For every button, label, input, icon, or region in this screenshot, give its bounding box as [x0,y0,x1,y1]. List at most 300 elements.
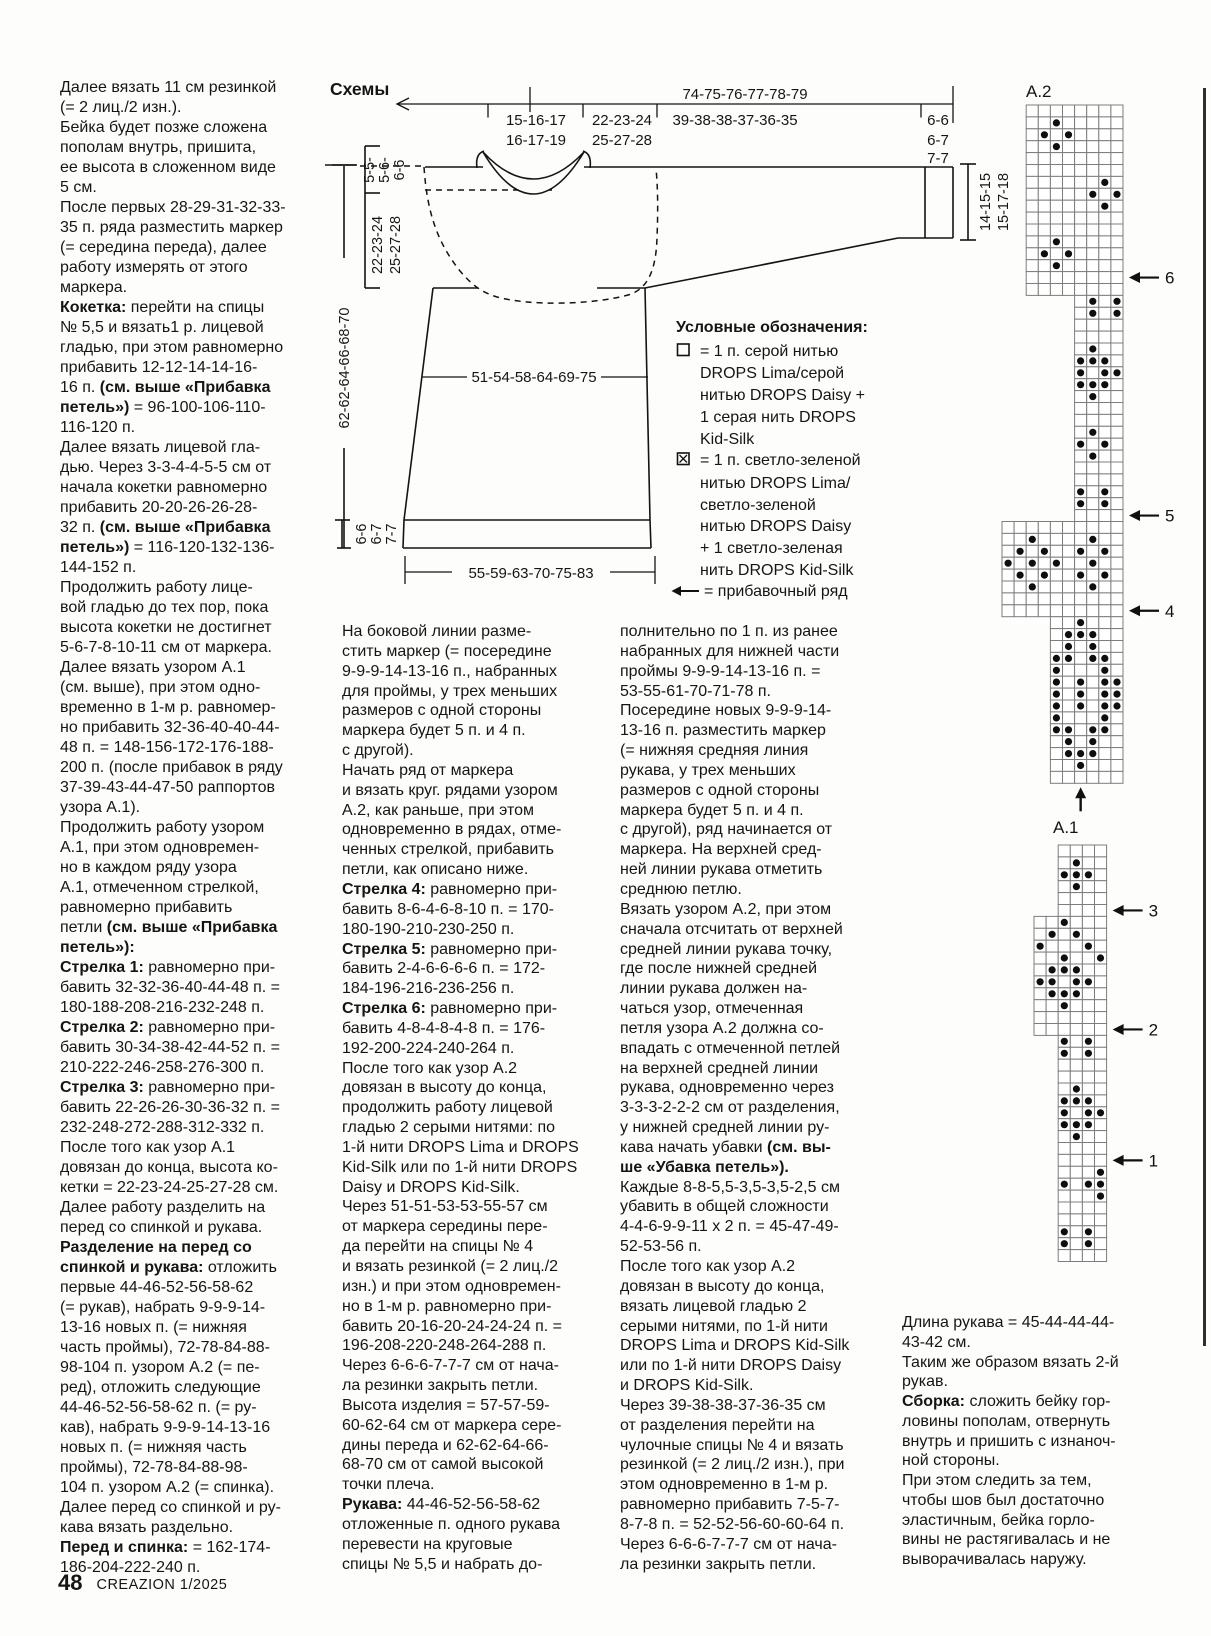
chart-cell [1038,593,1050,605]
chart-cell [1111,343,1123,355]
chart-cell [1075,414,1087,426]
chart-a2 [1000,102,1180,818]
chart-cell [1111,272,1123,284]
text-line: Стрелка 1: равномерно при- [60,959,276,976]
chart-cell [1038,141,1050,153]
chart-cell [1026,188,1038,200]
chart-dot [1089,345,1096,352]
chart-dot [1029,583,1036,590]
chart-cell [1002,581,1014,593]
chart-cell [1070,1024,1082,1036]
chart-cell [1095,964,1107,976]
legend-item-line [676,363,906,385]
chart-cell [1099,426,1111,438]
text-line: кава вязать раздельно. [60,1519,234,1536]
chart-cell [1070,845,1082,857]
chart-cell [1111,236,1123,248]
text-line: петель»): [60,939,135,956]
text-line: А.1, при этом одновремен- [60,839,260,856]
text-line: впадать с отмеченной петлей [620,1039,841,1057]
chart-dot [1077,750,1084,757]
chart-cell [1111,355,1123,367]
text-line: Таким же образом вязать 2-й [902,1353,1119,1371]
chart-dot [1017,548,1024,555]
chart-cell [1087,664,1099,676]
text-line: 9-9-9-14-13-16 п., набранных [342,662,558,680]
chart-dot [1073,883,1080,890]
chart-cell [1099,153,1111,165]
chart-cell [1087,331,1099,343]
chart-dot [1049,990,1056,997]
neckband-h-3: 6-6 [392,159,408,181]
chart-cell [1099,105,1111,117]
chart-cell [1050,629,1062,641]
chart-dot [1037,978,1044,985]
text-line: и DROPS Kid-Silk. [620,1377,754,1395]
text-line: (см. выше), при этом одно- [60,679,261,696]
chart-cell [1075,450,1087,462]
chart-dot [1073,1121,1080,1128]
chart-cell [1087,403,1099,415]
text-line: у нижней средней линии ру- [620,1119,830,1137]
chart-cell [1111,641,1123,653]
chart-cell [1087,224,1099,236]
text-line: вой гладью до тех пор, пока [60,599,269,616]
legend-item-line [676,429,906,451]
chart-dot [1053,714,1060,721]
chart-cell [1026,165,1038,177]
chart-cell [1026,272,1038,284]
chart-cell [1111,450,1123,462]
left-arrow-icon [670,582,704,604]
chart-cell [1082,1250,1094,1262]
chart-cell [1082,905,1094,917]
chart-cell [1034,952,1046,964]
chart-cell [1095,928,1107,940]
chart-cell [1026,105,1038,117]
chart-cell [1095,905,1107,917]
chart-dot [1061,1109,1068,1116]
chart-cell [1099,605,1111,617]
chart-cell [1087,760,1099,772]
legend-text: нитью DROPS Daisy [700,518,852,536]
chart-cell [1082,1071,1094,1083]
chart-cell [1095,1024,1107,1036]
chart-cell [1099,629,1111,641]
chart-dot [1077,691,1084,698]
chart-cell [1063,557,1075,569]
chart-cell [1063,569,1075,581]
sleeve-length-label: 39-38-38-37-36-35 [672,112,798,129]
chart-cell [1087,129,1099,141]
chart-cell [1026,129,1038,141]
chart-cell [1099,474,1111,486]
chart-cell [1075,224,1087,236]
increase-row-arrow [1129,507,1174,526]
text-line: 232-248-272-288-312-332 п. [60,1119,265,1136]
chart-cell [1063,200,1075,212]
chart-cell [1099,522,1111,534]
inner-measure-lines [405,377,655,584]
text-line: петель») = 96-100-106-110- [60,399,266,416]
chart-dot [1113,679,1120,686]
chart-cell [1075,129,1087,141]
instructions-column-4 [902,1313,1119,1570]
chart-cell [1099,748,1111,760]
chart-cell [1070,1166,1082,1178]
chart-dot [1041,131,1048,138]
chart-cell [1014,581,1026,593]
chart-cell [1075,533,1087,545]
increase-row-arrow [1113,1151,1158,1170]
legend-item [676,450,906,473]
chart-a1-label: A.1 [1053,818,1079,837]
chart-cell [1058,976,1070,988]
chart-cell [1087,176,1099,188]
chart-cell [1026,200,1038,212]
chart-dot [1077,572,1084,579]
chart-cell [1026,176,1038,188]
chart-dot [1073,1133,1080,1140]
chart-cell [1075,248,1087,260]
chart-dot [1101,369,1108,376]
chart-cell [1111,724,1123,736]
chart-cell [1111,212,1123,224]
text-line: убавить в общей сложности [620,1198,829,1216]
text-line: маркера будет 5 п. и 4 п. [620,801,804,819]
legend-item-line [676,385,906,407]
text-line: вины не растягивалась и не [902,1531,1111,1549]
chart-cell [1082,1143,1094,1155]
text-line: Далее вязать лицевой гла- [60,439,261,456]
text-line: прибавить 20-20-26-26-28- [60,499,258,516]
chart-cell [1082,893,1094,905]
text-line: На боковой линии разме- [342,623,532,640]
chart-cell [1087,712,1099,724]
text-line: перевести на круговые [342,1535,513,1553]
chart-cell [1095,857,1107,869]
text-line: маркера будет 5 п. и 4 п. [342,722,526,740]
chart-cell [1050,617,1062,629]
text-line: но прибавить 32-36-40-40-44- [60,719,280,736]
chart-dot [1061,954,1068,961]
chart-cell [1050,605,1062,617]
chart-dot [1005,560,1012,567]
chart-cell [1099,533,1111,545]
chart-dot [1077,381,1084,388]
chart-cell [1002,545,1014,557]
chart-dot [1101,691,1108,698]
total-width-label: 74-75-76-77-78-79 [682,86,808,103]
chart-cell [1063,188,1075,200]
text-line: 104 п. узором А.2 (= спинка). [60,1479,275,1496]
text-line: довязан до конца, высота ко- [60,1159,278,1176]
chart-cell [1099,510,1111,522]
chart-cell [1038,605,1050,617]
chart-cell [1095,1083,1107,1095]
chart-cell [1038,224,1050,236]
text-line: средней линии рукава точку, [620,940,833,958]
chart-cell [1050,593,1062,605]
chart-cell [1111,391,1123,403]
text-line: Далее вязать 11 см резинкой [60,79,277,96]
chart-cell [1058,1131,1070,1143]
text-line: дины переда и 62-62-64-66- [342,1436,549,1454]
schematic-rotated-labels [337,157,1012,545]
chart-dot [1097,1193,1104,1200]
text-line: с другой). [342,742,414,760]
text-line: 3-3-3-2-2-2 см от разделения, [620,1099,840,1117]
arrow-number: 5 [1165,506,1175,526]
text-line: узора А.1). [60,799,141,816]
text-line: 98-104 п. узором А.2 (= пе- [60,1359,260,1376]
chart-cell [1111,569,1123,581]
chart-cell [1046,952,1058,964]
chart-dot [1061,1097,1068,1104]
chart-dot [1089,583,1096,590]
chart-dot [1101,714,1108,721]
chart-cell [1075,117,1087,129]
text-line: Посередине новых 9-9-9-14- [620,702,832,720]
chart-cell [1070,1202,1082,1214]
chart-cell [1111,129,1123,141]
chart-cell [1002,569,1014,581]
chart-dot [1041,572,1048,579]
chart-cell [1099,391,1111,403]
chart-dot [1053,119,1060,126]
text-line: 53-55-61-70-71-78 п. [620,682,771,700]
chart-cell [1058,1214,1070,1226]
chart-dot [1085,1109,1092,1116]
text-line: от маркера середины пере- [342,1218,548,1236]
chart-cell [1087,522,1099,534]
chart-cell [1082,1202,1094,1214]
text-line: А.2, как раньше, при этом [342,801,534,819]
text-line: маркера. [60,279,128,296]
chart-dot [1097,1181,1104,1188]
text-line: петли, как описано ниже. [342,861,529,879]
chart-cell [1050,581,1062,593]
chart-cell [1026,605,1038,617]
chart-cell [1050,641,1062,653]
chart-dot [1077,702,1084,709]
chart-cell [1063,236,1075,248]
chart-cell [1050,129,1062,141]
chart-cell [1058,1190,1070,1202]
chart-dot [1089,310,1096,317]
text-line: спицы № 5,5 и набрать до- [342,1555,543,1573]
chart-dot [1089,643,1096,650]
chart-cell [1058,1250,1070,1262]
chart-cell [1099,760,1111,772]
cuff-label-3: 7-7 [927,150,949,167]
chart-dot [1089,560,1096,567]
text-line: бавить 22-26-26-30-36-32 п. = [60,1099,281,1116]
text-line: полнительно по 1 п. из ранее [620,623,838,640]
neck-width-label: 15-16-17 [505,112,567,129]
chart-dot [1053,560,1060,567]
text-line: После того как узор А.2 [620,1258,796,1275]
chart-cell [1095,1047,1107,1059]
chart-cell [1082,1059,1094,1071]
text-line: среднюю петлю. [620,880,742,898]
chart-cell [1063,676,1075,688]
chart-cell [1070,916,1082,928]
chart-dot [1049,978,1056,985]
text-line: равномерно прибавить [60,899,233,916]
text-line: Через 6-6-6-7-7-7 см от нача- [620,1535,837,1553]
sleeve-width-1: 14-15-15 [978,172,994,232]
chart-dot [1101,381,1108,388]
chart-cell [1050,248,1062,260]
legend-text: = 1 п. серой нитью [700,342,839,360]
chart-a1 [1030,841,1170,1267]
chart-cell [1111,105,1123,117]
chart-cell [1095,1131,1107,1143]
chart-cell [1087,700,1099,712]
magazine-title: CREAZION 1/2025 [96,1577,228,1593]
chart-cell [1063,700,1075,712]
chart-cell [1099,331,1111,343]
chart-cell [1087,676,1099,688]
chart-cell [1058,1143,1070,1155]
chart-dot [1053,702,1060,709]
chart-cell [1099,414,1111,426]
increase-row-arrow [1129,602,1174,621]
chart-cell [1095,1226,1107,1238]
text-line: 5 см. [60,179,97,196]
chart-cell [1026,236,1038,248]
chart-dot [1073,871,1080,878]
rib-h-3: 7-7 [384,523,400,545]
chart-cell [1095,1154,1107,1166]
chart-cell [1075,188,1087,200]
chart-cell [1099,224,1111,236]
chart-cell [1111,593,1123,605]
chart-dot [1101,441,1108,448]
chart-dot [1061,871,1068,878]
chart-cell [1111,414,1123,426]
chart-dot [1061,966,1068,973]
chart-cell [1075,664,1087,676]
text-line: (= середина переда), далее [60,239,267,256]
legend-title: Условные обозначения: [676,319,868,336]
text-line: Стрелка 6: равномерно при- [342,1000,558,1018]
chart-cell [1099,736,1111,748]
chart-dot [1089,631,1096,638]
chart-cell [1111,533,1123,545]
text-line: 44-46-52-56-58-62 п. (= ру- [60,1399,257,1416]
chart-cell [1111,557,1123,569]
chart-cell [1026,141,1038,153]
chart-dot [1077,357,1084,364]
chart-cell [1082,1000,1094,1012]
chart-cell [1087,438,1099,450]
chart-dot [1065,655,1072,662]
chart-cell [1095,845,1107,857]
chart-cell [1082,952,1094,964]
chart-cell [1111,331,1123,343]
chart-cell [1075,391,1087,403]
chart-cell [1082,1190,1094,1202]
chart-dot [1061,1002,1068,1009]
chart-cell [1075,319,1087,331]
chart-cell [1111,771,1123,783]
chart-cell [1070,1107,1082,1119]
chart-dot [1101,548,1108,555]
text-line: набранных для нижней части [620,642,840,660]
text-line: 116-120 п. [60,419,136,436]
chart-cell [1038,153,1050,165]
chart-dot [1053,667,1060,674]
rib-h-2: 6-7 [369,523,385,545]
chart-cell [1075,272,1087,284]
chart-cell [1095,1000,1107,1012]
text-line: кава начать убавки (см. вы- [620,1138,831,1156]
chart-cell [1099,462,1111,474]
chart-cell [1087,367,1099,379]
chart-a2-label: A.2 [1026,82,1052,101]
text-line: Сборка: сложить бейку гор- [902,1393,1111,1410]
legend-item-line [676,516,906,538]
chart-cell [1082,928,1094,940]
legend-text: нитью DROPS Daisy + [700,387,866,405]
text-line: ред), отложить следующие [60,1379,261,1396]
text-line: Далее перед со спинкой и ру- [60,1499,281,1516]
chart-cell [1087,688,1099,700]
chart-dot [1097,1169,1104,1176]
chart-cell [1111,652,1123,664]
text-line: пополам внутрь, пришита, [60,139,257,156]
chart-cell [1099,141,1111,153]
text-line: 200 п. (после прибавок в ряду [60,759,283,776]
chart-cell [1070,1226,1082,1238]
text-line: и вязать круг. рядами узором [342,781,558,799]
chart-dot [1089,357,1096,364]
text-line: Стрелка 2: равномерно при- [60,1019,276,1036]
chart-dot [1077,488,1084,495]
chart-cell [1075,724,1087,736]
text-line: Стрелка 5: равномерно при- [342,940,558,958]
legend-item-line [676,560,906,582]
text-line: прибавить 12-12-14-14-16- [60,359,258,376]
text-line: 37-39-43-44-47-50 раппортов [60,779,275,796]
text-line: но в 1-м р. равномерно при- [342,1297,552,1315]
chart-dot [1077,548,1084,555]
chart-cell [1082,1083,1094,1095]
chart-cell [1050,200,1062,212]
chart-cell [1075,557,1087,569]
text-line: А.1, отмеченном стрелкой, [60,879,259,896]
text-line: от разделения перейти на [620,1416,815,1434]
chart-cell [1075,284,1087,296]
text-line: размеров с одной стороны [620,781,820,799]
chart-cell [1026,569,1038,581]
chart-dot [1065,726,1072,733]
text-line: бавить 4-8-4-8-4-8 п. = 176- [342,1019,546,1037]
chart-cell [1026,248,1038,260]
text-line: продолжить работу лицевой [342,1099,553,1117]
chart-cell [1087,545,1099,557]
chart-cell [1075,236,1087,248]
chart-cell [1099,165,1111,177]
chart-cell [1099,343,1111,355]
text-line: 16 п. (см. выше «Прибавка [60,379,271,396]
chart-cell [1070,1190,1082,1202]
legend-text: Kid-Silk [700,430,755,448]
chart-cell [1063,688,1075,700]
chart-dot [1101,572,1108,579]
